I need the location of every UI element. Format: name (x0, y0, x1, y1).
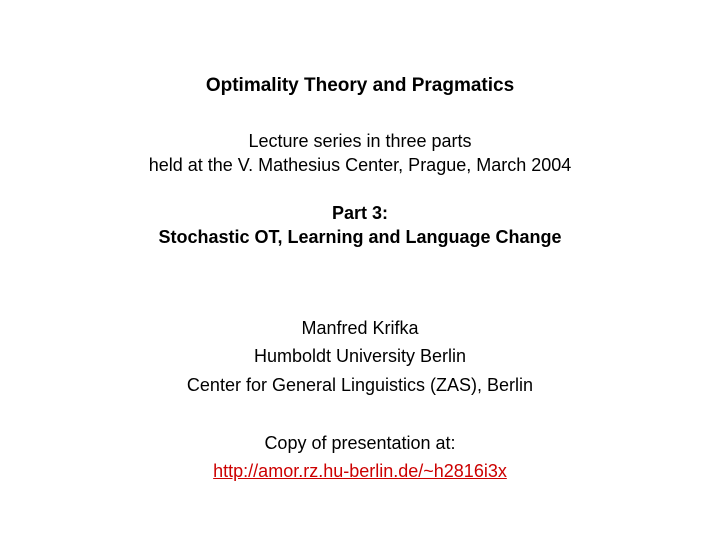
presentation-link[interactable]: http://amor.rz.hu-berlin.de/~h2816i3x (213, 461, 507, 481)
part-number: Part 3: (331, 203, 389, 223)
subtitle-line-1: Lecture series in three parts (248, 131, 472, 151)
part-title: Stochastic OT, Learning and Language Change (158, 227, 562, 247)
author-institution: Humboldt University Berlin (253, 346, 467, 366)
author-name: Manfred Krifka (301, 318, 419, 338)
copy-link-row (0, 460, 720, 482)
subtitle-line-2: held at the V. Mathesius Center, Prague, March 2004 (148, 155, 572, 175)
copy-label: Copy of presentation at: (264, 433, 456, 453)
author-center: Center for General Linguistics (ZAS), Berlin (186, 375, 534, 395)
slide-title: Optimality Theory and Pragmatics (205, 75, 515, 96)
